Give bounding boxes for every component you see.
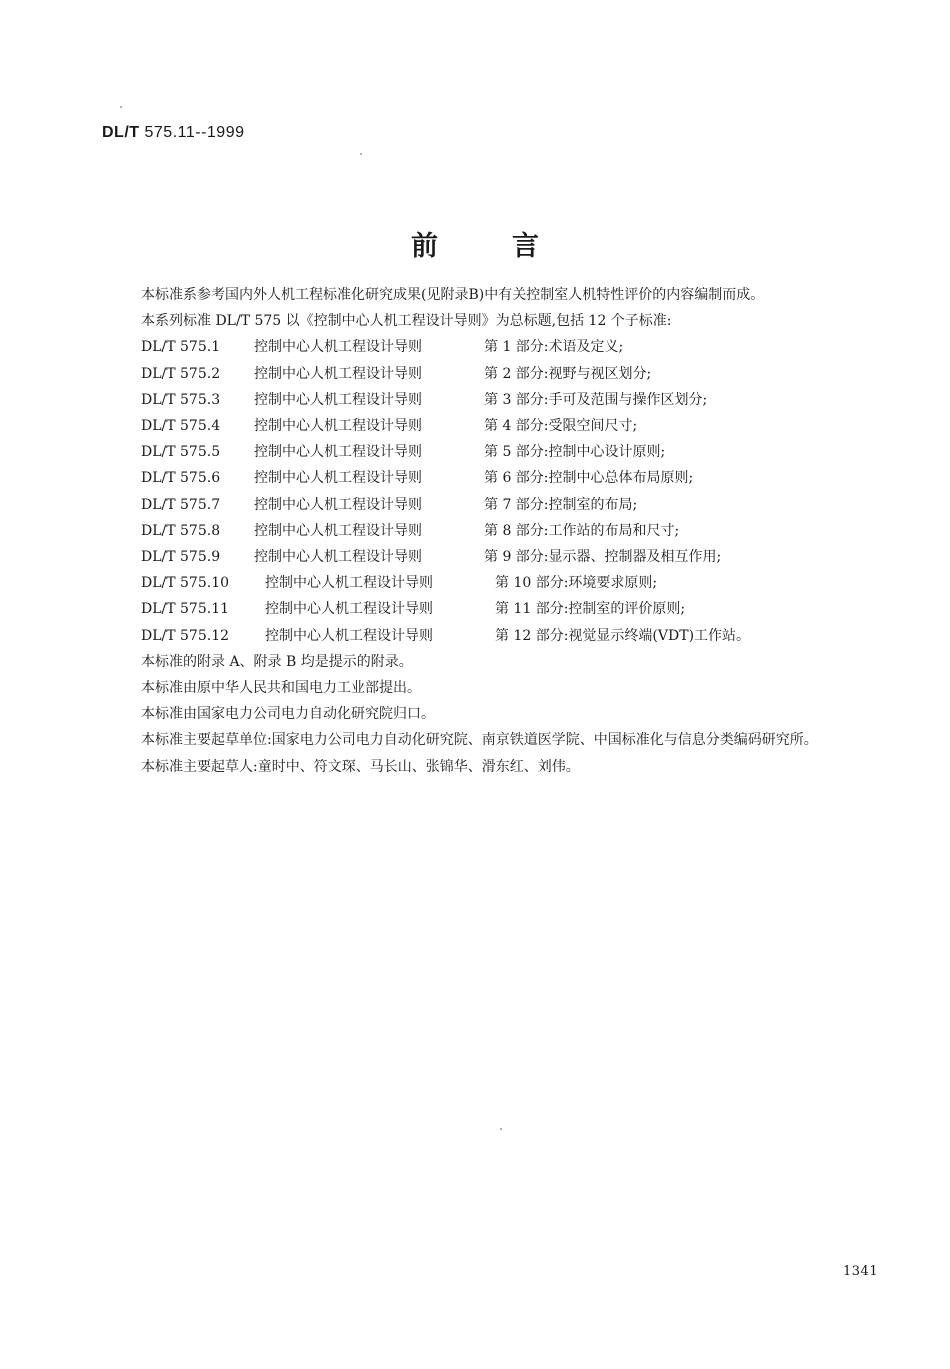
standard-item-part: 第 6 部分:控制中心总体布局原则; xyxy=(484,470,694,487)
standard-item-code: DL/T 575.8 xyxy=(141,522,221,539)
intro-paragraph: 本标准系参考国内外人机工程标准化研究成果(见附录B)中有关控制室人机特性评价的内容编制而成。 xyxy=(141,287,765,303)
list-item xyxy=(107,361,892,387)
standard-item-name: 控制中心人机工程设计导则 xyxy=(265,601,433,618)
standard-item-name: 控制中心人机工程设计导则 xyxy=(254,418,422,435)
standard-item-part: 第 8 部分:工作站的布局和尺寸; xyxy=(484,522,680,539)
standard-item-part: 第 5 部分:控制中心设计原则; xyxy=(484,444,666,461)
standard-item-name: 控制中心人机工程设计导则 xyxy=(265,575,433,592)
standard-item-name: 控制中心人机工程设计导则 xyxy=(254,444,422,461)
standard-item-code: DL/T 575.6 xyxy=(141,470,221,487)
list-item xyxy=(107,544,892,570)
standard-item-code: DL/T 575.7 xyxy=(141,496,221,513)
page-title: 前言 xyxy=(411,231,613,262)
page-number: 1341 xyxy=(843,1264,879,1279)
standard-item-name: 控制中心人机工程设计导则 xyxy=(254,365,422,382)
standard-number: 575.11--1999 xyxy=(139,124,245,141)
standard-item-name: 控制中心人机工程设计导则 xyxy=(254,549,422,566)
standard-item-part: 第 12 部分:视觉显示终端(VDT)工作站。 xyxy=(495,627,751,644)
list-item xyxy=(107,518,892,544)
list-item xyxy=(107,439,892,465)
list-item xyxy=(107,387,892,413)
list-item xyxy=(107,413,892,439)
standard-code-header xyxy=(102,124,245,142)
series-paragraph: 本系列标准 DL/T 575 以《控制中心人机工程设计导则》为总标题,包括 12 个子标准: xyxy=(141,313,672,330)
scan-speck xyxy=(120,106,122,108)
standard-item-part: 第 3 部分:手可及范围与操作区划分; xyxy=(484,391,708,408)
list-item xyxy=(107,334,892,360)
standard-item-code: DL/T 575.4 xyxy=(141,418,221,435)
list-item xyxy=(107,623,892,649)
standard-item-code: DL/T 575.10 xyxy=(141,575,230,592)
drafting-units-paragraph: 本标准主要起草单位:国家电力公司电力自动化研究院、南京铁道医学院、中国标准化与信息分类编码研究所。 xyxy=(141,732,818,749)
standard-item-part: 第 11 部分:控制室的评价原则; xyxy=(495,601,686,618)
scan-speck xyxy=(360,153,362,155)
standard-item-code: DL/T 575.5 xyxy=(141,444,221,461)
foreword-body xyxy=(107,282,892,780)
standard-prefix: DL/T xyxy=(102,124,140,141)
standard-item-code: DL/T 575.12 xyxy=(141,627,230,644)
proposed-paragraph: 本标准由原中华人民共和国电力工业部提出。 xyxy=(141,680,421,697)
standard-item-name: 控制中心人机工程设计导则 xyxy=(254,470,422,487)
standard-item-part: 第 4 部分:受限空间尺寸; xyxy=(484,418,638,435)
list-item xyxy=(107,570,892,596)
standard-item-code: DL/T 575.2 xyxy=(141,365,221,382)
standard-item-name: 控制中心人机工程设计导则 xyxy=(254,496,422,513)
scan-speck xyxy=(500,1128,502,1130)
standard-item-name: 控制中心人机工程设计导则 xyxy=(254,339,422,356)
standard-item-part: 第 7 部分:控制室的布局; xyxy=(484,496,638,513)
drafters-paragraph: 本标准主要起草人:童时中、符文琛、马长山、张锦华、滑东红、刘伟。 xyxy=(141,758,580,775)
standard-item-name: 控制中心人机工程设计导则 xyxy=(254,522,422,539)
standard-item-code: DL/T 575.11 xyxy=(141,601,230,618)
managed-paragraph: 本标准由国家电力公司电力自动化研究院归口。 xyxy=(141,706,435,723)
standard-item-code: DL/T 575.3 xyxy=(141,391,221,408)
standard-item-part: 第 1 部分:术语及定义; xyxy=(484,339,624,356)
appendix-paragraph: 本标准的附录 A、附录 B 均是提示的附录。 xyxy=(141,653,413,670)
standards-list xyxy=(107,334,892,648)
list-item xyxy=(107,492,892,518)
standard-item-part: 第 9 部分:显示器、控制器及相互作用; xyxy=(484,549,722,566)
standard-item-code: DL/T 575.9 xyxy=(141,549,221,566)
list-item xyxy=(107,596,892,622)
standard-item-code: DL/T 575.1 xyxy=(141,339,221,356)
standard-item-name: 控制中心人机工程设计导则 xyxy=(265,627,433,644)
standard-item-part: 第 10 部分:环境要求原则; xyxy=(495,575,658,592)
list-item xyxy=(107,465,892,491)
standard-item-name: 控制中心人机工程设计导则 xyxy=(254,391,422,408)
standard-item-part: 第 2 部分:视野与视区划分; xyxy=(484,365,652,382)
